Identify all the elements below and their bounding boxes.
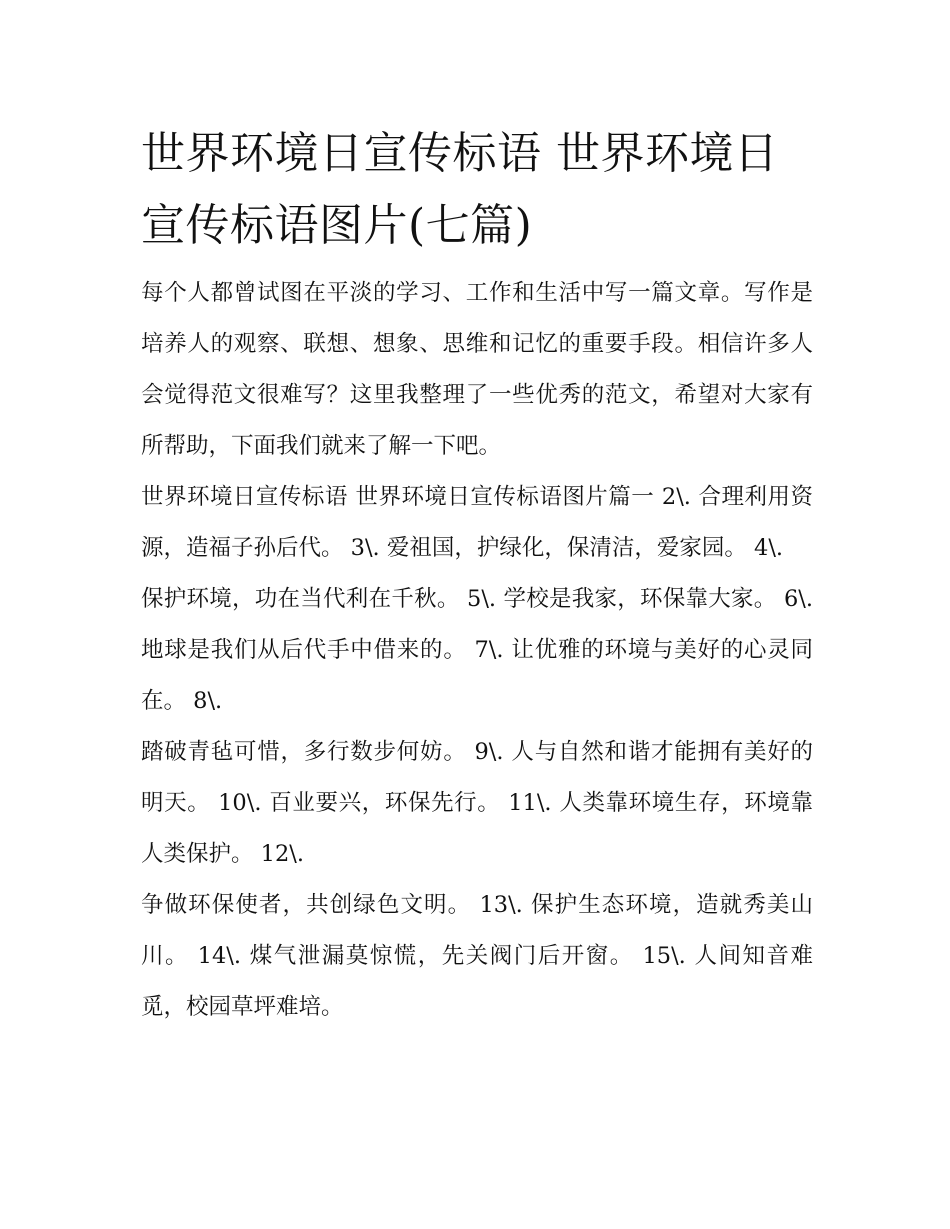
document-title: 世界环境日宣传标语 世界环境日宣传标语图片(七篇) — [141, 128, 779, 251]
slogan-paragraph-3: 踏破青毡可惜，多行数步何妨。 9\. 人与自然和谐才能拥有美好的明天。 10\. 百业要兴，环保先行。 11\. 人类靠环境生存，环境靠人类保护。 12\. — [141, 739, 813, 867]
slogan-paragraph-4: 争做环保使者，共创绿色文明。 13\. 保护生态环境，造就秀美山川。 14\. 煤气泄漏莫惊慌，先关阀门后开窗。 15\. 人间知音难觅，校园草坪难培。 — [141, 892, 813, 1020]
intro-paragraph: 每个人都曾试图在平淡的学习、工作和生活中写一篇文章。写作是培养人的观察、联想、想象、思维和记忆的重要手段。相信许多人会觉得范文很难写？这里我整理了一些优秀的范文，希望对大家有所帮助，下面我们就来了解一下吧。 — [141, 280, 813, 459]
document-content — [141, 118, 813, 1033]
slogan-paragraph-1: 世界环境日宣传标语 世界环境日宣传标语图片篇一 2\. 合理利用资源，造福子孙后代。 3\. 爱祖国，护绿化，保清洁，爱家园。 4\. — [141, 484, 813, 561]
slogan-paragraph-2: 保护环境，功在当代利在千秋。 5\. 学校是我家，环保靠大家。 6\. 地球是我们从后代手中借来的。 7\. 让优雅的环境与美好的心灵同在。 8\. — [141, 586, 813, 714]
